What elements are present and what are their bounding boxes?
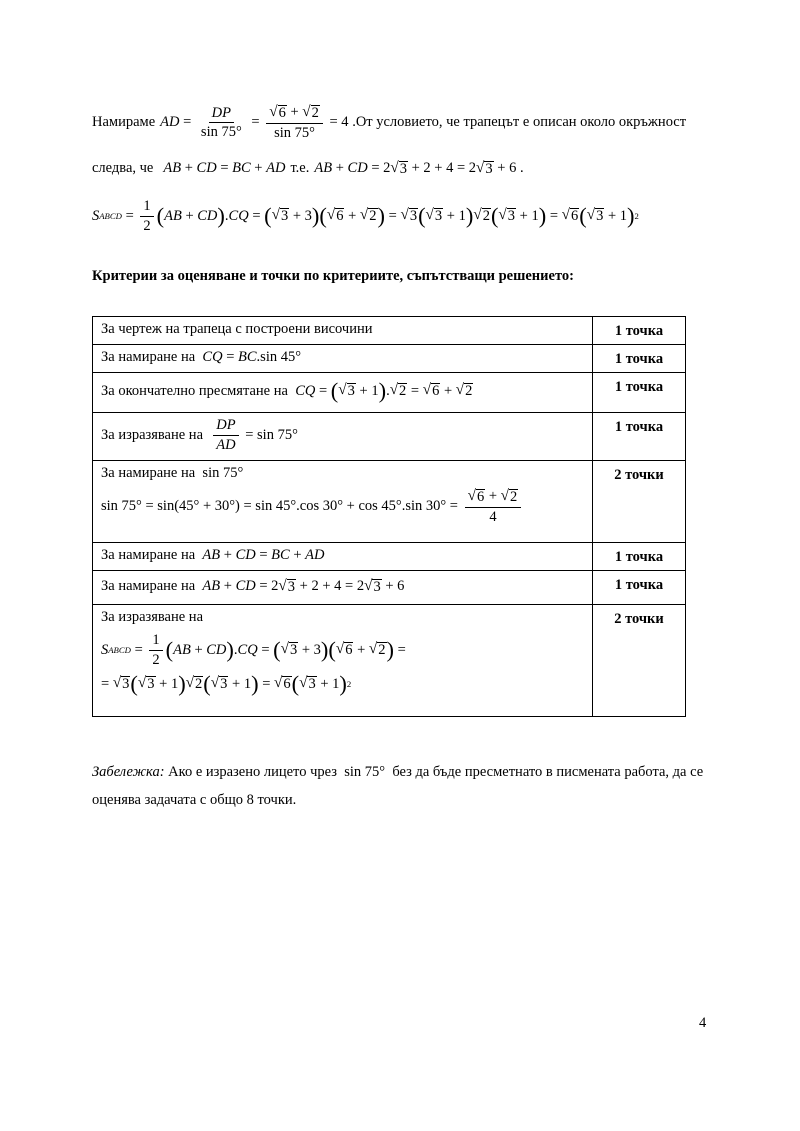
table-row xyxy=(93,461,686,543)
table-row xyxy=(93,571,686,605)
table-row xyxy=(93,543,686,571)
fraction-sqrt-sin75: √ 6 + √ 2 sin 75° xyxy=(266,104,323,142)
intro-word-2: следва, че xyxy=(92,160,154,177)
criterion-text: За намиране на CQ = BC .sin 45° xyxy=(93,345,593,373)
intro-word-1: Намираме xyxy=(92,114,156,131)
criterion-text: За намиране на AB + CD = 2 √ 3 + 2 + 4 = 2 √ 3 + 6 xyxy=(93,571,593,605)
criterion-text: За окончателно пресмятане на CQ = ( √ 3 + 1 ) . √ 2 = √ 6 + √ 2 xyxy=(93,373,593,413)
fraction-dp-sin75: $\frac{DP}{\sin 75^\circ}$ xyxy=(200,104,242,141)
table-row xyxy=(93,413,686,461)
criteria-table xyxy=(92,316,686,717)
formula-ab-cd-bc-ad: AB xyxy=(163,160,182,177)
criterion-points: 1 точка xyxy=(593,413,686,461)
criterion-points: 1 точка xyxy=(593,345,686,373)
intro-rest-1: .От условието, че трапецът е описан около окръжност xyxy=(352,114,687,131)
criterion-text: За намиране на sin 75° sin 75° = sin(45° + 30°) = sin 45°.cos 30° + cos 45°.sin 30° = √ 6 + √ 2 4 xyxy=(93,461,593,543)
criterion-text: За чертеж на трапеца с построени височини xyxy=(93,317,593,345)
page-number: 4 xyxy=(699,1015,707,1031)
criterion-points: 1 точка xyxy=(593,571,686,605)
formula-ad: AD xyxy=(160,114,180,131)
note: Забележка: Ако е изразено лицето чрез sin 75° без да бъде пресметнато в писмената работа, да се оценява задачата с общо 8 точки. xyxy=(92,764,704,808)
table-row xyxy=(93,317,686,345)
criterion-points: 2 точки xyxy=(593,605,686,717)
intro-line-1: Намираме AD = $\frac{DP}{\sin 75^\circ}$ = √ 6 + √ 2 sin 75° = 4 .От условието, че трапецът е описан около окръжност xyxy=(92,103,687,141)
note-text-before: Ако е изразено лицето чрез xyxy=(168,764,337,780)
table-row xyxy=(93,373,686,413)
criterion-points: 1 точка xyxy=(593,373,686,413)
area-formula: S ABCD = $\frac{1}{2}$ ( AB + CD ) . CQ = ( √ 3 + 3 ) ( √ 6 + √ 2 ) = √ 3 ( √ 3 + 1 ) √ 2 ( √ 3 + 1 ) = √ 6 ( √ 3 + 1 ) 2 xyxy=(92,198,639,234)
criterion-text: За изразяване на $\frac{DP}{AD}$ = sin 75° xyxy=(93,413,593,461)
criteria-heading: Критерии за оценяване и точки по критериите, съпътстващи решението: xyxy=(92,268,574,284)
note-text-after: без да бъде пресметнато в писмената работа, да се оценява задачата с общо 8 точки. xyxy=(92,764,704,808)
criterion-points: 2 точки xyxy=(593,461,686,543)
criterion-points: 1 точка xyxy=(593,317,686,345)
intro-line-2: следва, че AB + CD = BC + AD т.е. AB + CD = 2 √ 3 + 2 + 4 = 2 √ 3 + 6 . xyxy=(92,159,524,177)
table-row xyxy=(93,345,686,373)
criterion-points: 1 точка xyxy=(593,543,686,571)
criterion-text: За намиране на AB + CD = BC + AD xyxy=(93,543,593,571)
criterion-text: За изразяване на S ABCD = $\frac{1}{2}$ ( AB + CD ) . CQ = ( √ 3 + 3 ) ( √ 6 + √ 2 ) = = √ 3 ( √ 3 + 1 ) √ 2 ( √ 3 + 1 ) = √ 6 ( √ 3 + 1 ) 2 xyxy=(93,605,593,717)
table-row xyxy=(93,605,686,717)
intro-te: т.е. xyxy=(290,160,310,177)
note-label: Забележка: xyxy=(92,764,165,780)
